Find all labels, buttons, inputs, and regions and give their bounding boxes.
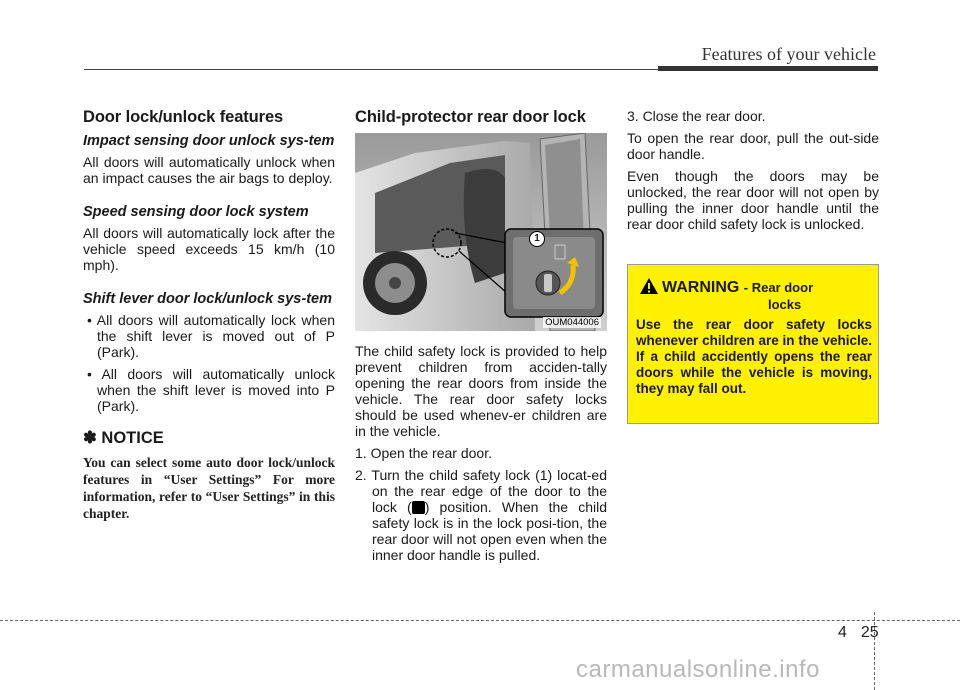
child-lock-intro-text: The child safety lock is provided to help prevent children from acciden-tally opening the rear doors from inside the vehicle. The rear door safety locks should be used whenev-er children are in the vehicle.	[355, 343, 607, 439]
open-door-text: To open the rear door, pull the out-side door handle.	[627, 130, 879, 162]
subheading-shift-lever: Shift lever door lock/unlock sys-tem	[83, 291, 332, 307]
warning-triangle-icon	[640, 278, 658, 294]
step-item: 1. Open the rear door.	[355, 445, 492, 461]
heading-child-protector: Child-protector rear door lock	[355, 108, 586, 126]
list-item: • All doors will automatically lock when the shift lever is moved out of P (Park).	[87, 312, 335, 360]
section-header-title: Features of your vehicle	[701, 44, 876, 64]
step2-text-end: ) position. When the child safety lock is in the lock posi-tion, the rear door will not open even when the inner door handle is pulled.	[372, 499, 607, 563]
watermark-text: carmanualsonline.info	[576, 656, 820, 683]
header-accent-bar	[658, 66, 878, 71]
impact-sensing-text: All doors will automatically unlock when an impact causes the air bags to deploy.	[83, 154, 335, 186]
step-item	[355, 467, 607, 563]
notice-title: ✽ NOTICE	[83, 429, 164, 447]
page-number-value: 25	[860, 624, 879, 641]
warning-subtitle-line2: locks	[768, 297, 802, 312]
subheading-impact-sensing: Impact sensing door unlock sys-tem	[83, 133, 335, 149]
chapter-number: 4	[838, 624, 847, 641]
page-number	[838, 624, 879, 642]
child-lock-figure	[355, 133, 607, 331]
shift-lever-list	[83, 312, 335, 414]
warning-subtitle: - Rear door	[743, 280, 814, 295]
column-continued	[627, 108, 879, 238]
unlock-note-text: Even though the doors may be unlocked, the rear door will not open by pulling the inner door handle until the rear door child safety lock is unlocked.	[627, 168, 879, 232]
warning-header	[640, 278, 870, 297]
figure-caption: OUM044006	[545, 317, 599, 328]
footer-rule	[0, 620, 960, 621]
notice-body: You can select some auto door lock/unlock features in “User Settings” For more information, refer to “User Settings” in this chapter.	[83, 455, 335, 521]
step2-text-start: 2. Turn the child safety lock (1) locat-ed on the rear edge of the door to the lock (	[355, 467, 607, 515]
warning-box	[627, 264, 879, 424]
callout-number-badge: 1	[529, 231, 545, 247]
list-item: • All doors will automatically unlock when the shift lever is moved into P (Park).	[87, 366, 335, 414]
car-door-illustration	[355, 133, 607, 331]
column-door-lock-features	[83, 108, 335, 522]
step3-text: 3. Close the rear door.	[627, 108, 766, 124]
heading-door-lock-features: Door lock/unlock features	[83, 108, 284, 126]
column-child-protector	[355, 108, 607, 569]
subheading-speed-sensing: Speed sensing door lock system	[83, 204, 309, 220]
speed-sensing-text: All doors will automatically lock after the vehicle speed exceeds 15 km/h (10 mph).	[83, 225, 335, 273]
child-lock-icon	[412, 501, 425, 514]
warning-title: WARNING	[662, 279, 740, 296]
child-lock-steps	[355, 445, 607, 563]
warning-body: Use the rear door safety locks whenever children are in the vehicle. If a child accidently opens the rear doors while the vehicle is moving, they may fall out.	[636, 317, 872, 396]
